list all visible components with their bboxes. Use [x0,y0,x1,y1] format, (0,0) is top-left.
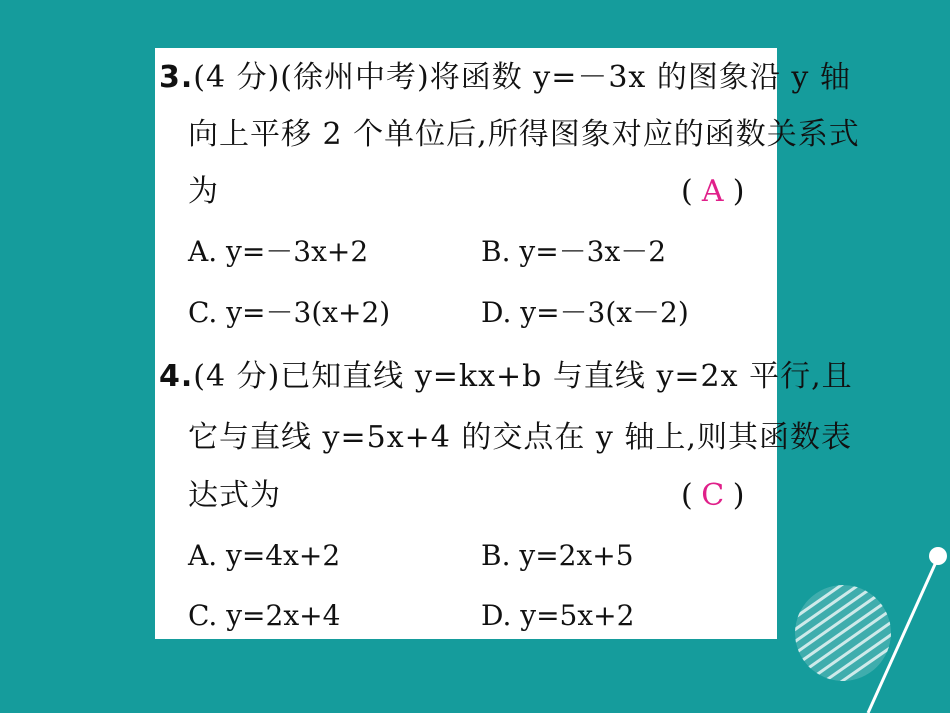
q4-line-2: 它与直线 y=5x+4 的交点在 y 轴上,则其函数表 [188,420,852,455]
line-endpoint-dot-icon [929,547,947,565]
q4-line-3: 达式为 [188,478,281,513]
q3-option-c: C. y=－3(x+2) [188,296,391,329]
q4-option-a: A. y=4x+2 [188,539,341,572]
q3-option-a: A. y=－3x+2 [188,235,369,268]
q3-option-d: D. y=－3(x－2) [481,296,689,329]
q4-answer: C [701,478,725,513]
q4-option-b: B. y=2x+5 [481,539,634,572]
q3-answer: A [701,174,724,209]
q4-paren-open: ( [681,478,693,513]
q4-paren-close: ) [732,478,745,513]
q3-paren-open: ( [681,174,693,209]
q4-option-d: D. y=5x+2 [481,599,635,632]
q4-number: 4. [159,359,194,394]
q3-number: 3. [159,60,194,95]
striped-circle-icon [780,555,920,707]
q3-option-b: B. y=－3x－2 [481,235,667,268]
q3-line-3: 为 [188,174,219,209]
q3-text-1: (4 分)(徐州中考)将函数 y=－3x 的图象沿 y 轴 [193,60,851,95]
q3-paren-close: ) [732,174,745,209]
q4-text-1: (4 分)已知直线 y=kx+b 与直线 y=2x 平行,且 [193,359,853,394]
q3-line-2: 向上平移 2 个单位后,所得图象对应的函数关系式 [188,117,860,152]
q4-option-c: C. y=2x+4 [188,599,341,632]
